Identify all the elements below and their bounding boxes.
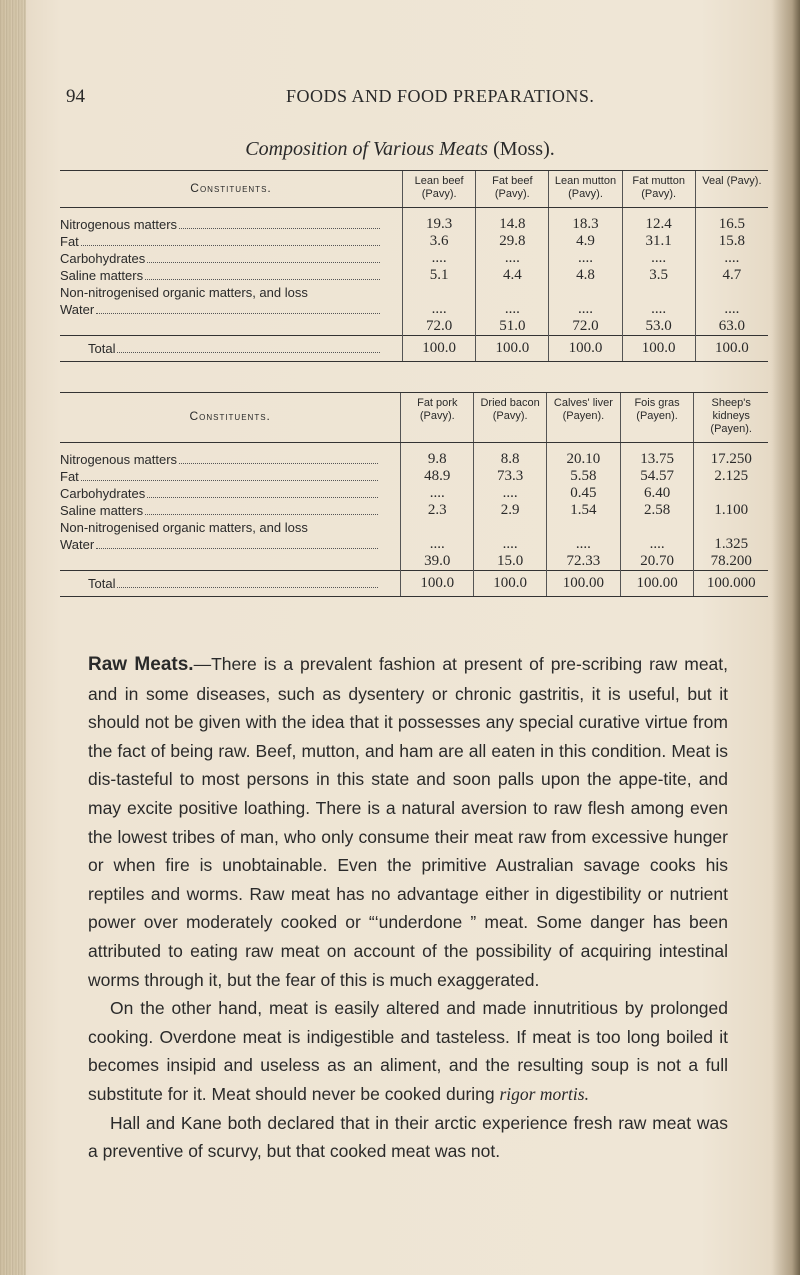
table-cell: .... bbox=[577, 250, 593, 266]
value-column bbox=[695, 208, 768, 336]
value-column bbox=[620, 443, 694, 571]
paragraph-scurvy bbox=[88, 1109, 728, 1166]
row-label-text: Non-nitrogenised organic matters, and loss bbox=[60, 520, 308, 535]
row-label bbox=[60, 485, 380, 502]
table-cell: 17.250 bbox=[710, 451, 752, 467]
total-cell: 100.000 bbox=[694, 571, 768, 597]
row-label bbox=[60, 468, 380, 485]
row-label-text: Water bbox=[60, 302, 95, 317]
table-cell: 1.100 bbox=[714, 502, 749, 518]
composition-table-1 bbox=[60, 170, 768, 362]
table-cell: .... bbox=[649, 536, 665, 552]
row-label-text: Nitrogenous matters bbox=[60, 452, 178, 467]
table-cell: 5.58 bbox=[570, 468, 597, 484]
total-label-text: Total bbox=[88, 341, 116, 356]
total-cell: 100.0 bbox=[695, 336, 768, 362]
table-cell: 2.125 bbox=[714, 468, 749, 484]
row-label bbox=[60, 250, 382, 267]
constituents-header: Constituents. bbox=[60, 393, 401, 443]
table-cell: 3.6 bbox=[429, 233, 449, 249]
row-label bbox=[60, 301, 382, 318]
composition-table-2 bbox=[60, 392, 768, 597]
table-cell: 0.45 bbox=[570, 485, 597, 501]
column-header: Fat mutton (Pavy). bbox=[622, 171, 695, 208]
column-header: Lean mutton (Pavy). bbox=[549, 171, 622, 208]
paragraph-text: On the other hand, meat is easily altered and made innutritious by prolonged cooking. Overdone meat is indigestible and tasteless. If meat is too long boiled it becomes insipid and useless as an aliment, and the resulting soup is not a full substitute for it. Meat should never be cooked during bbox=[88, 998, 728, 1104]
table-cell: 20.70 bbox=[640, 553, 674, 569]
table-cell: .... bbox=[575, 536, 591, 552]
table-cell: 16.5 bbox=[718, 216, 745, 232]
table-cell: 12.4 bbox=[645, 216, 672, 232]
table-cell: .... bbox=[651, 250, 667, 266]
value-column bbox=[476, 208, 549, 336]
paragraph-text: —There is a prevalent fashion at present of pre-scribing raw meat, and in some diseases, such as dysentery or chronic gastritis, it is useful, but it should not be given with the idea that it possesses any special curative virtue from the fact of being raw. Beef, mutton, and ham are all eaten in this condition. Meat is dis-tasteful to most persons in this state and soon palls upon the appe-tite, and may excite positive loathing. There is a natural aversion to raw flesh among even the lowest tribes of man, who only consume their meat raw from excessive hunger or when fire is unobtainable. Even the primitive Australian savage cooks his reptiles and worms. Raw meat has no advantage either in digestibility or nutrient power over moderately cooked or “‘underdone ” meat. Some danger has been attributed to eating raw meat on account of the possibility of acquiring intestinal worms through it, but the fear of this is much exaggerated. bbox=[88, 654, 729, 990]
paragraph-text: Hall and Kane both declared that in their arctic experience fresh raw meat was a preventive of scurvy, but that cooked meat was not. bbox=[88, 1112, 728, 1162]
caption-title: Composition of Various Meats bbox=[245, 138, 489, 160]
value-column bbox=[622, 208, 695, 336]
caption-author: (Moss). bbox=[493, 138, 555, 160]
table-cell: .... bbox=[502, 536, 518, 552]
table-cell: 6.40 bbox=[643, 485, 671, 501]
table-cell bbox=[694, 485, 768, 502]
table-cell: 63.0 bbox=[718, 318, 745, 334]
column-header: Veal (Pavy). bbox=[695, 171, 768, 208]
total-cell: 100.0 bbox=[549, 336, 622, 362]
table-cell: 78.200 bbox=[710, 553, 752, 569]
row-label-text: Fat bbox=[60, 469, 79, 484]
row-labels bbox=[60, 443, 401, 571]
table-cell: 15.0 bbox=[497, 553, 524, 569]
row-label-text: Water bbox=[60, 537, 95, 552]
table-cell: .... bbox=[429, 485, 445, 501]
table-cell: 15.8 bbox=[718, 233, 745, 249]
table-cell: 8.8 bbox=[500, 451, 520, 467]
value-column bbox=[474, 443, 547, 571]
row-label-text: Saline matters bbox=[60, 268, 144, 283]
column-header: Lean beef (Pavy). bbox=[403, 171, 476, 208]
table-cell: 48.9 bbox=[424, 468, 451, 484]
table-cell: 39.0 bbox=[424, 553, 451, 569]
table-cell: 4.4 bbox=[502, 267, 522, 283]
row-label-text: Carbohydrates bbox=[60, 486, 146, 501]
table-cell: 4.8 bbox=[576, 267, 595, 283]
table-cell: 2.9 bbox=[500, 502, 520, 518]
table-cell: .... bbox=[502, 485, 518, 501]
table-cell: 72.0 bbox=[426, 318, 453, 334]
row-label-text: Carbohydrates bbox=[60, 251, 146, 266]
table-cell: 5.1 bbox=[429, 267, 449, 283]
table-cell: 19.3 bbox=[426, 216, 453, 232]
page-edge-shadow bbox=[772, 0, 800, 1275]
total-cell: 100.0 bbox=[622, 336, 695, 362]
table-cell: .... bbox=[431, 250, 447, 266]
constituents-header: Constituents. bbox=[60, 171, 403, 208]
row-label-text: Saline matters bbox=[60, 503, 144, 518]
row-label bbox=[60, 519, 380, 536]
value-column bbox=[403, 208, 476, 336]
table-cell: 2.3 bbox=[427, 502, 447, 518]
table-cell: .... bbox=[724, 250, 740, 266]
row-label bbox=[60, 267, 382, 284]
value-column bbox=[694, 443, 768, 571]
row-label bbox=[60, 233, 382, 250]
total-label-text: Total bbox=[88, 576, 116, 591]
table-cell: .... bbox=[504, 250, 520, 266]
total-cell: 100.0 bbox=[476, 336, 549, 362]
italic-term: rigor mortis. bbox=[499, 1083, 589, 1104]
column-header: Fat beef (Pavy). bbox=[476, 171, 549, 208]
row-label bbox=[60, 536, 380, 553]
table-cell: 14.8 bbox=[499, 216, 526, 232]
total-cell: 100.0 bbox=[401, 571, 474, 597]
page-header bbox=[66, 86, 706, 110]
total-cell: 100.00 bbox=[547, 571, 621, 597]
column-header: Fois gras (Payen). bbox=[620, 393, 694, 443]
table-cell: .... bbox=[429, 536, 445, 552]
column-header: Calves' liver (Payen). bbox=[547, 393, 621, 443]
row-label bbox=[60, 216, 382, 233]
table-cell: 1.325 bbox=[714, 536, 749, 552]
total-cell: 100.0 bbox=[403, 336, 476, 362]
row-label-text: Nitrogenous matters bbox=[60, 217, 178, 232]
table-cell: 20.10 bbox=[566, 451, 601, 467]
section-heading: Raw Meats. bbox=[88, 654, 194, 675]
value-column bbox=[549, 208, 622, 336]
table-cell: 4.7 bbox=[722, 267, 742, 283]
value-column bbox=[401, 443, 474, 571]
running-head: FOODS AND FOOD PREPARATIONS. bbox=[286, 86, 595, 106]
column-header: Fat pork (Pavy). bbox=[401, 393, 474, 443]
total-label bbox=[60, 336, 403, 362]
table-cell: 53.0 bbox=[645, 318, 672, 334]
table-caption bbox=[0, 138, 800, 161]
table-cell: .... bbox=[577, 301, 593, 317]
table-cell: 4.9 bbox=[576, 233, 595, 249]
table-cell: 13.75 bbox=[640, 451, 674, 467]
table-cell: 72.33 bbox=[566, 553, 601, 569]
paragraph-raw-meats bbox=[88, 650, 728, 994]
table-cell: 29.8 bbox=[499, 233, 526, 249]
table-cell: 31.1 bbox=[645, 233, 672, 249]
table-cell: 3.5 bbox=[649, 267, 669, 283]
value-column bbox=[547, 443, 621, 571]
row-label bbox=[60, 284, 382, 301]
table-cell: .... bbox=[724, 301, 740, 317]
body-text bbox=[88, 650, 728, 1166]
table-cell: 54.57 bbox=[640, 468, 674, 484]
column-header: Sheep's kidneys (Payen). bbox=[694, 393, 768, 443]
table-cell: 72.0 bbox=[572, 318, 599, 334]
total-cell: 100.00 bbox=[620, 571, 694, 597]
page-number: 94 bbox=[66, 86, 85, 107]
row-label bbox=[60, 451, 380, 468]
table-cell: 1.54 bbox=[570, 502, 597, 518]
table-cell: .... bbox=[651, 301, 667, 317]
paragraph-overcooking bbox=[88, 994, 728, 1108]
table-cell: .... bbox=[504, 301, 520, 317]
table-cell: 51.0 bbox=[499, 318, 526, 334]
table-cell: 18.3 bbox=[572, 216, 599, 232]
row-label bbox=[60, 502, 380, 519]
table-cell: 73.3 bbox=[497, 468, 524, 484]
column-header: Dried bacon (Pavy). bbox=[474, 393, 547, 443]
table-cell: 9.8 bbox=[427, 451, 447, 467]
row-label-text: Fat bbox=[60, 234, 79, 249]
table-cell: .... bbox=[431, 301, 447, 317]
total-cell: 100.0 bbox=[474, 571, 547, 597]
row-labels bbox=[60, 208, 403, 336]
total-label bbox=[60, 571, 401, 597]
book-spine bbox=[0, 0, 26, 1275]
row-label-text: Non-nitrogenised organic matters, and loss bbox=[60, 285, 308, 300]
table-cell: 2.58 bbox=[643, 502, 671, 518]
